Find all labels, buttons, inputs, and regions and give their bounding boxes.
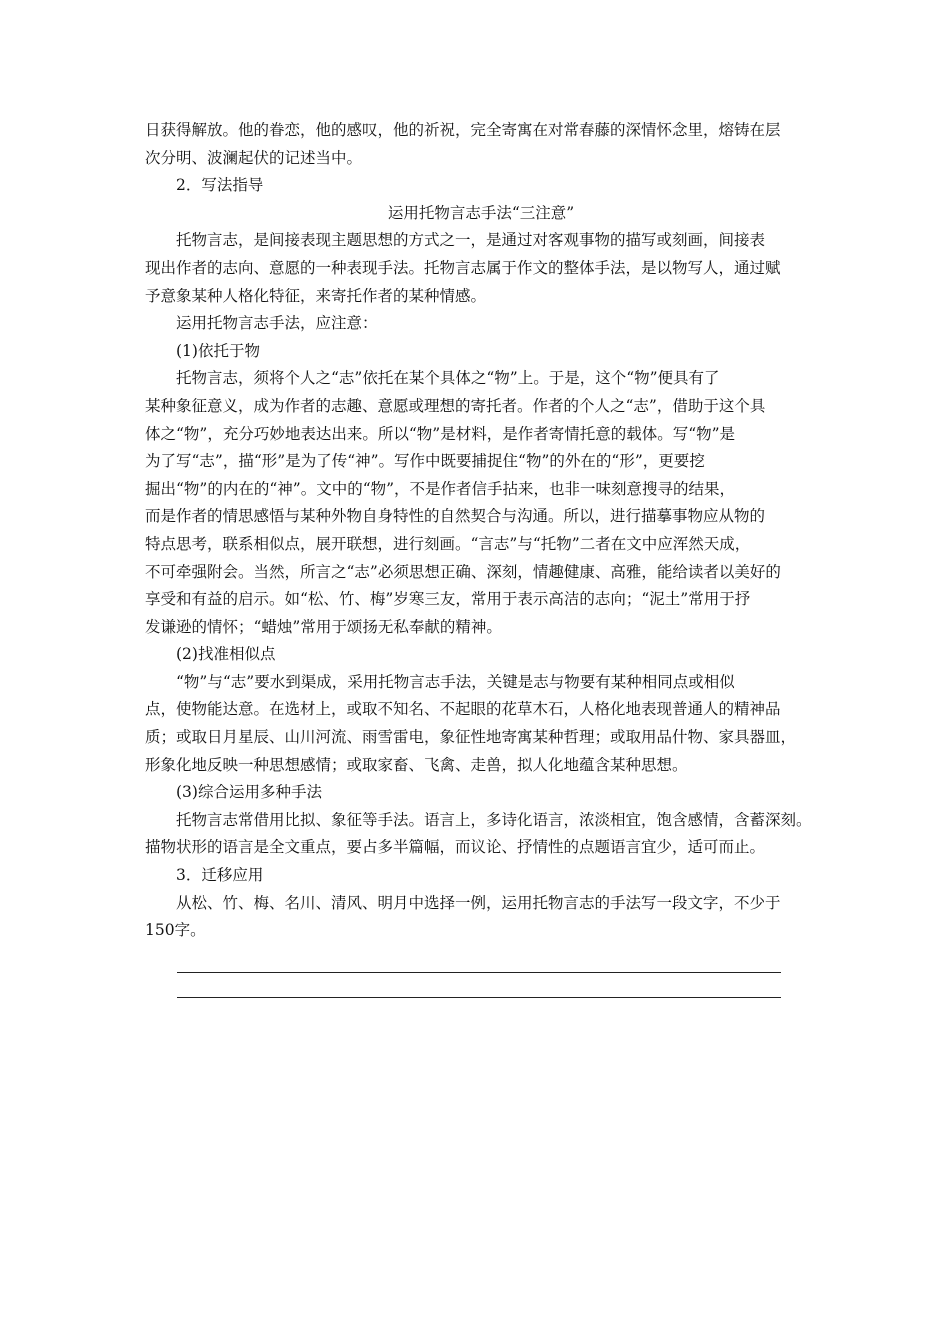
paragraph-line: 不可牵强附会。当然，所言之“志”必须思想正确、深刻，情趣健康、高雅，能给读者以美好的 [145, 562, 781, 581]
paragraph-line: 托物言志，须将个人之“志”依托在某个具体之“物”上。于是，这个“物”便具有了 [176, 369, 720, 388]
paragraph-line: “物”与“志”要水到渠成，采用托物言志手法，关键是志与物要有某种相同点或相似 [176, 672, 735, 691]
subheading: (1)依托于物 [176, 341, 260, 360]
paragraph-line: 现出作者的志向、意愿的一种表现手法。托物言志属于作文的整体手法，是以物写人，通过赋 [145, 258, 781, 277]
section-heading: 3．迁移应用 [176, 866, 264, 885]
paragraph-line: 从松、竹、梅、名川、清风、明月中选择一例，运用托物言志的手法写一段文字，不少于 [176, 893, 781, 912]
answer-line[interactable] [177, 997, 781, 998]
paragraph-line: 享受和有益的启示。如“松、竹、梅”岁寒三友，常用于表示高洁的志向；“泥土”常用于抒 [145, 590, 751, 609]
paragraph-line: 描物状形的语言是全文重点，要占多半篇幅，而议论、抒情性的点题语言宜少，适可而止。 [145, 838, 766, 857]
paragraph-line: 而是作者的情思感悟与某种外物自身特性的自然契合与沟通。所以，进行描摹事物应从物的 [145, 507, 766, 526]
paragraph-line: 次分明、波澜起伏的记述当中。 [145, 148, 363, 167]
paragraph-line: 运用托物言志手法，应注意： [176, 314, 378, 333]
paragraph-line: 点，使物能达意。在选材上，或取不知名、不起眼的花草木石，人格化地表现普通人的精神品 [145, 700, 781, 719]
paragraph-line: 体之“物”，充分巧妙地表达出来。所以“物”是材料，是作者寄情托意的载体。写“物”是 [145, 424, 736, 443]
paragraph-line: 形象化地反映一种思想感情；或取家畜、飞禽、走兽，拟人化地蕴含某种思想。 [145, 755, 688, 774]
article-title: 运用托物言志手法“三注意” [387, 203, 575, 222]
paragraph-line: 日获得解放。他的眷恋，他的感叹，他的祈祝，完全寄寓在对常春藤的深情怀念里，熔铸在层 [145, 121, 781, 139]
subheading: (2)找准相似点 [176, 645, 276, 664]
paragraph-line: 发谦逊的情怀；“蜡烛”常用于颂扬无私奉献的精神。 [145, 617, 502, 636]
paragraph-line: 150字。 [145, 921, 206, 940]
subheading: (3)综合运用多种手法 [176, 783, 322, 802]
paragraph-line: 质；或取日月星辰、山川河流、雨雪雷电，象征性地寄寓某种哲理；或取用品什物、家具器皿， [145, 728, 797, 747]
section-heading: 2．写法指导 [176, 176, 264, 195]
paragraph-line: 某种象征意义，成为作者的志趣、意愿或理想的寄托者。作者的个人之“志”，借助于这个具 [145, 396, 766, 415]
document-body [145, 117, 817, 945]
paragraph-line: 掘出“物”的内在的“神”。文中的“物”，不是作者信手拈来，也非一味刻意搜寻的结果， [145, 479, 736, 498]
paragraph-line: 特点思考，联系相似点，展开联想，进行刻画。“言志”与“托物”二者在文中应浑然天成， [145, 534, 751, 553]
paragraph-line: 为了写“志”，描“形”是为了传“神”。写作中既要捕捉住“物”的外在的“形”，更要挖 [145, 452, 705, 471]
answer-line[interactable] [177, 972, 781, 973]
paragraph-line: 托物言志常借用比拟、象征等手法。语言上，多诗化语言，浓淡相宜，饱含感情，含蓄深刻。 [176, 810, 812, 829]
paragraph-line: 托物言志，是间接表现主题思想的方式之一，是通过对客观事物的描写或刻画，间接表 [176, 231, 766, 250]
paragraph-line: 予意象某种人格化特征，来寄托作者的某种情感。 [145, 286, 487, 305]
